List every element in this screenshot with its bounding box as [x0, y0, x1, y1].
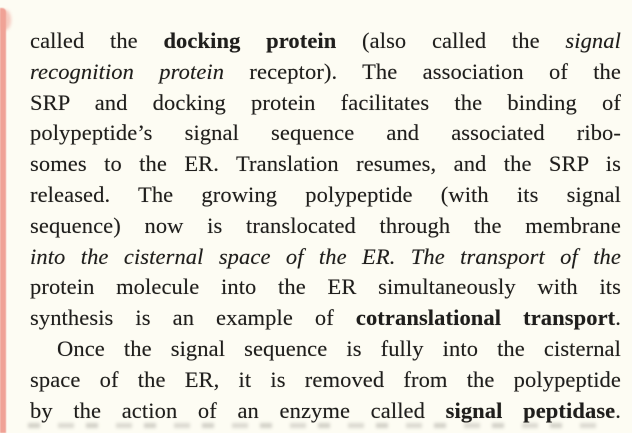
bold-text: docking protein: [163, 28, 337, 53]
body-text: polypeptide’s signal sequence and associated ribo-: [30, 120, 621, 146]
text-line: [30, 334, 621, 365]
body-text: by the action of an enzyme called: [30, 397, 446, 423]
body-text: .: [615, 397, 621, 423]
text-line: [30, 365, 621, 396]
italic-text: recognition protein: [30, 58, 225, 84]
text-line: [30, 149, 621, 180]
paragraph-lines: [30, 26, 621, 426]
body-text: synthesis is an example of: [30, 305, 356, 331]
body-text: protein molecule into the ER simultaneously with its: [30, 274, 621, 300]
body-text: (also called the: [336, 28, 566, 53]
scan-edge-strip-top: [0, 10, 11, 30]
text-line: [30, 272, 621, 303]
text-line: [30, 396, 621, 427]
italic-text: signal: [565, 28, 621, 53]
body-text: Once the signal sequence is fully into the cisternal: [57, 335, 621, 361]
body-text: receptor). The association of the: [224, 58, 621, 84]
body-text: SRP and docking protein facilitates the binding of: [30, 89, 621, 115]
text-line: [30, 242, 621, 273]
bold-text: cotranslational transport: [355, 305, 616, 331]
body-text: .: [615, 305, 621, 331]
scan-edge-strip: [0, 8, 6, 433]
body-text: sequence) now is translocated through the membrane: [30, 212, 621, 238]
text-line: [30, 118, 621, 149]
text-line: [30, 211, 621, 242]
bold-text: signal peptidase: [445, 397, 616, 423]
italic-text: into the cisternal space of the ER. The transport of the: [30, 243, 621, 269]
cutoff-next-line-artifact: [28, 423, 606, 428]
body-text: somes to the ER. Translation resumes, and the SRP is: [30, 151, 621, 177]
text-line: [30, 26, 621, 57]
body-text: called the: [30, 28, 164, 53]
text-line: [30, 303, 621, 334]
body-text: released. The growing polypeptide (with its signal: [30, 181, 621, 207]
text-line: [30, 180, 621, 211]
body-text: space of the ER, it is removed from the polypeptide: [30, 366, 621, 392]
text-line: [30, 88, 621, 119]
text-line: [30, 57, 621, 88]
